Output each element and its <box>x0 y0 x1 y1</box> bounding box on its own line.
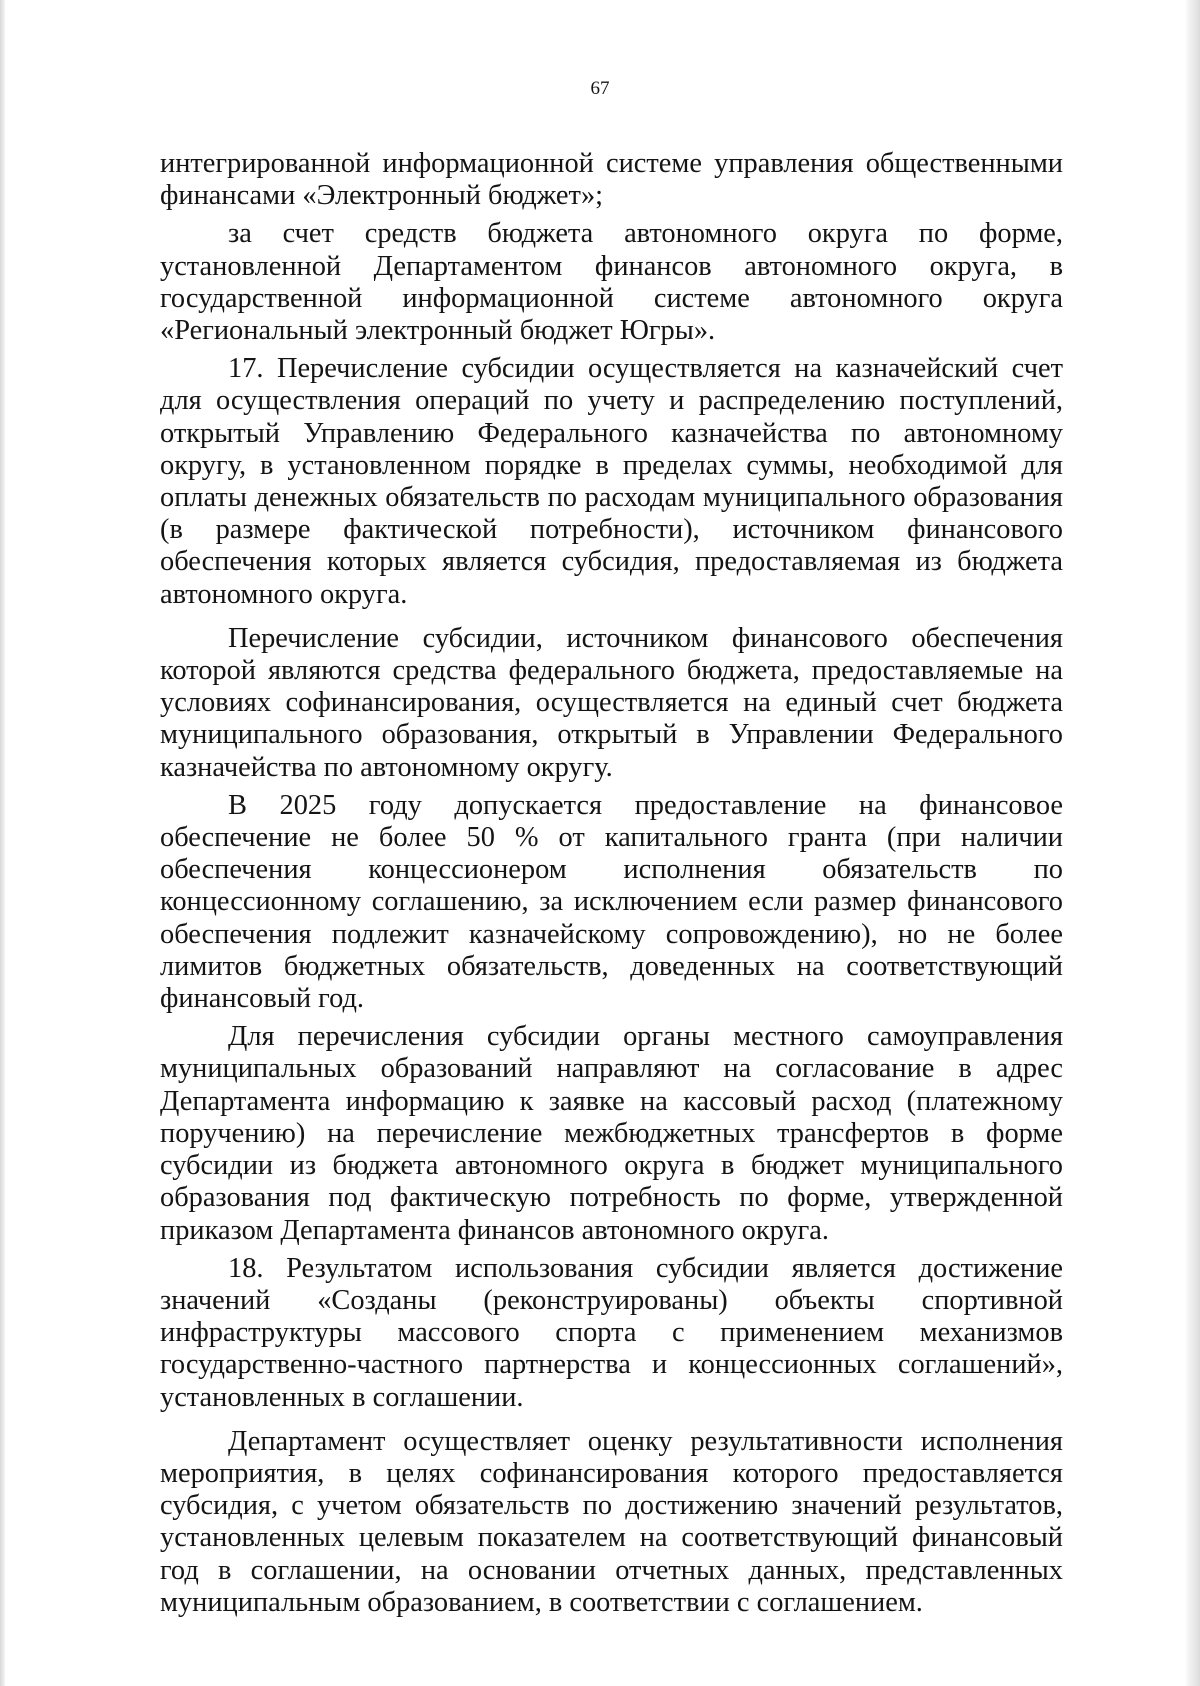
paragraph-3: 17. Перечисление субсидии осуществляется на казначейский счет для осуществления операций по учету и распределению поступлений, открытый Управлению Федерального казначейства по автономному округу, в установленном порядке в пределах суммы, необходимой для оплаты денежных обязательств по расходам муниципального образования (в размере фактической потребности), источником финансового обеспечения которых является субсидия, предоставляемая из бюджета автономного округа. <box>160 353 1063 610</box>
scan-edge-left <box>0 0 5 1686</box>
paragraph-7: 18. Результатом использования субсидии является достижение значений «Созданы (реконструированы) объекты спортивной инфраструктуры массового спорта с применением механизмов государственно-частного партнерства и концессионных соглашений», установленных в соглашении. <box>160 1252 1063 1413</box>
paragraph-8: Департамент осуществляет оценку результативности исполнения мероприятия, в целях софинансирования которого предоставляется субсидия, с учетом обязательств по достижению значений результатов, установленных целевым показателем на соответствующий финансовый год в соглашении, на основании отчетных данных, представленных муниципальным образованием, в соответствии с соглашением. <box>160 1425 1063 1618</box>
paragraph-1: интегрированной информационной системе управления общественными финансами «Электронный бюджет»; <box>160 148 1063 212</box>
document-body <box>160 148 1063 1619</box>
paragraph-4: Перечисление субсидии, источником финансового обеспечения которой являются средства федерального бюджета, предоставляемые на условиях софинансирования, осуществляется на единый счет бюджета муниципального образования, открытый в Управлении Федерального казначейства по автономному округу. <box>160 622 1063 783</box>
scan-edge-right <box>1186 0 1200 1686</box>
page-number: 67 <box>590 78 610 99</box>
paragraph-5: В 2025 году допускается предоставление на финансовое обеспечение не более 50 % от капитального гранта (при наличии обеспечения концессионером исполнения обязательств по концессионному соглашению, за исключением если размер финансового обеспечения подлежит казначейскому сопровождению), но не более лимитов бюджетных обязательств, доведенных на соответствующий финансовый год. <box>160 789 1063 1015</box>
paragraph-6: Для перечисления субсидии органы местного самоуправления муниципальных образований направляют на согласование в адрес Департамента информацию к заявке на кассовый расход (платежному поручению) на перечисление межбюджетных трансфертов в форме субсидии из бюджета автономного округа в бюджет муниципального образования под фактическую потребность по форме, утвержденной приказом Департамента финансов автономного округа. <box>160 1021 1063 1246</box>
paragraph-2: за счет средств бюджета автономного округа по форме, установленной Департаментом финансов автономного округа, в государственной информационной системе автономного округа «Региональный электронный бюджет Югры». <box>160 218 1063 347</box>
